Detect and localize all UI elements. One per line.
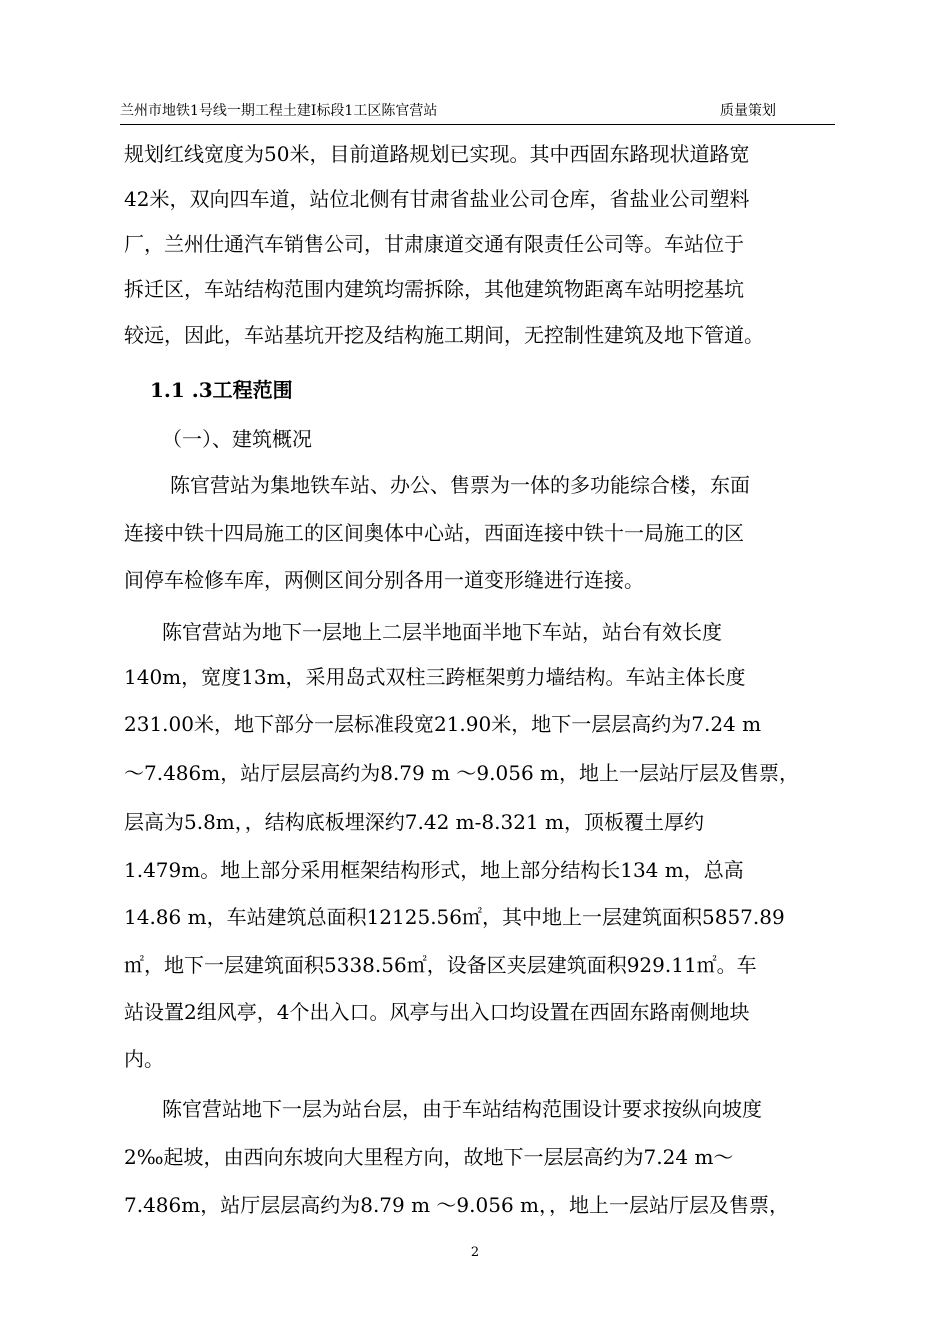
text-line: 站设置2组风亭，4个出入口。风亭与出入口均设置在西固东路南侧地块	[124, 1000, 750, 1024]
page-number: 2	[470, 1245, 480, 1260]
text-line: 内。	[124, 1047, 164, 1071]
subsection-heading: （一）、建筑概况	[162, 427, 312, 451]
text-line: 42米，双向四车道，站位北侧有甘肃省盐业公司仓库，省盐业公司塑料	[124, 187, 750, 211]
text-line: 陈官营站为集地铁车站、办公、售票为一体的多功能综合楼，东面	[170, 473, 750, 497]
text-line: 2‰起坡，由西向东坡向大里程方向，故地下一层层高约为7.24 m～	[124, 1145, 734, 1169]
text-line: 厂，兰州仕通汽车销售公司，甘肃康道交通有限责任公司等。车站位于	[124, 232, 744, 256]
text-line: 231.00米，地下部分一层标准段宽21.90米，地下一层层高约为7.24 m	[124, 712, 762, 736]
header-section: 质量策划	[720, 103, 776, 119]
text-line: 层高为5.8m，，结构底板埋深约7.42 m-8.321 m，顶板覆土厚约	[124, 810, 704, 834]
text-line: 1.479m。地上部分采用框架结构形式，地上部分结构长134 m，总高	[124, 858, 744, 882]
text-line: 间停车检修车库，两侧区间分别各用一道变形缝进行连接。	[124, 568, 644, 592]
header-title: 兰州市地铁1号线一期工程土建Ⅰ标段1工区陈官营站	[120, 103, 438, 119]
text-line: 14.86 m，车站建筑总面积12125.56㎡，其中地上一层建筑面积5857.89	[124, 905, 785, 929]
text-line: ～7.486m，站厅层层高约为8.79 m ～9.056 m，地上一层站厅层及售票，	[124, 761, 800, 785]
text-line: 连接中铁十四局施工的区间奥体中心站，西面连接中铁十一局施工的区	[124, 521, 744, 545]
page-header	[120, 100, 835, 125]
section-heading: 1.1 .3工程范围	[150, 378, 293, 402]
text-line: 规划红线宽度为50米，目前道路规划已实现。其中西固东路现状道路宽	[124, 142, 750, 166]
text-line: ㎡，地下一层建筑面积5338.56㎡，设备区夹层建筑面积929.11㎡。车	[124, 953, 757, 977]
text-line: 140m，宽度13m，采用岛式双柱三跨框架剪力墙结构。车站主体长度	[124, 665, 746, 689]
text-line: 陈官营站为地下一层地上二层半地面半地下车站，站台有效长度	[162, 620, 722, 644]
text-line: 陈官营站地下一层为站台层，由于车站结构范围设计要求按纵向坡度	[162, 1097, 762, 1121]
text-line: 7.486m，站厅层层高约为8.79 m ～9.056 m，，地上一层站厅层及售票，	[124, 1193, 790, 1217]
text-line: 较远，因此，车站基坑开挖及结构施工期间，无控制性建筑及地下管道。	[124, 323, 764, 347]
text-line: 拆迁区，车站结构范围内建筑均需拆除，其他建筑物距离车站明挖基坑	[124, 277, 744, 301]
